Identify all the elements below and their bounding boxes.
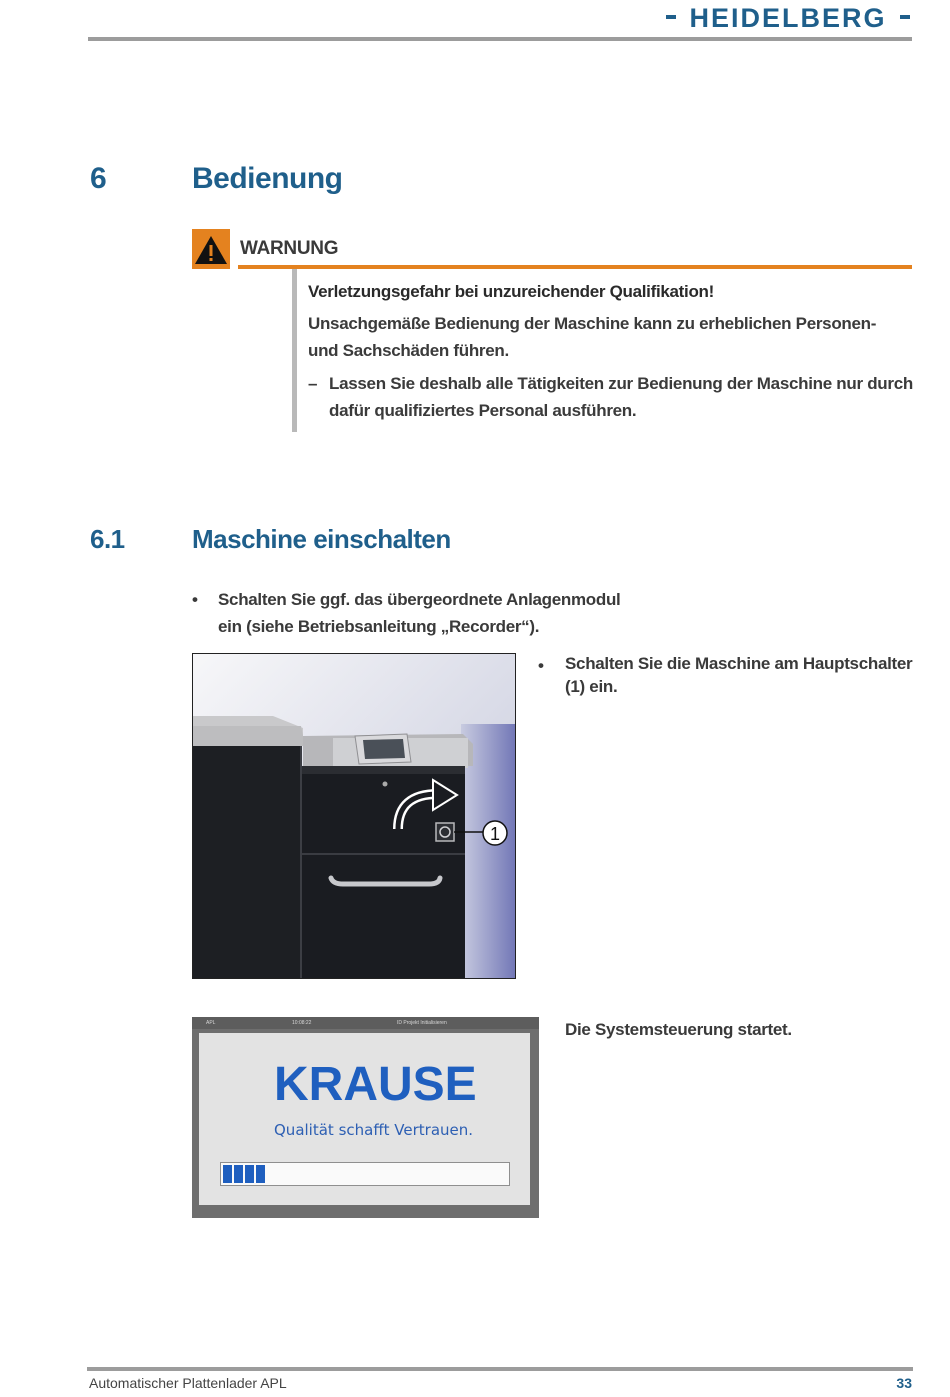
topbar-status: ID Projekt Initialisieren [397, 1020, 447, 1026]
warning-action-dash: – [308, 374, 318, 393]
heidelberg-logo [664, 2, 912, 32]
result-text: Die Systemsteuerung startet. [565, 1020, 792, 1039]
subsection-number: 6.1 [90, 524, 125, 554]
warning-rule [238, 265, 912, 269]
startup-screen [192, 1017, 539, 1218]
warning-action-text: Lassen Sie deshalb alle Tätigkeiten zur Bedienung der Maschine nur durch dafür qualifiziertes Personal ausführen. [329, 374, 913, 420]
section-title: Bedienung [192, 162, 343, 195]
progress-segment [223, 1165, 232, 1183]
warning-label: WARNUNG [240, 238, 339, 259]
topbar-time: 10:08:22 [292, 1020, 312, 1026]
section-number: 6 [90, 162, 107, 195]
warning-hazard-text: Verletzungsgefahr bei unzureichender Qualifikation! [308, 282, 714, 301]
bullet-dot: • [192, 590, 198, 609]
subsection-title: Maschine einschalten [192, 524, 451, 554]
step-1-text: Schalten Sie ggf. das übergeordnete Anlagenmodul ein (siehe Betriebsanleitung „Recorder“). [218, 590, 621, 636]
progress-segment [245, 1165, 254, 1183]
progress-fill [223, 1165, 268, 1183]
screen-topbar [192, 1017, 539, 1029]
krause-tagline: Qualität schafft Vertrauen. [274, 1121, 474, 1139]
krause-logo: KRAUSE [274, 1058, 477, 1111]
topbar-left-text: APL [206, 1020, 216, 1026]
screen-content [199, 1033, 530, 1205]
warning-triangle-icon [192, 229, 230, 269]
bullet-dot: • [538, 656, 544, 675]
step-2-text: Schalten Sie die Maschine am Hauptschalter (1) ein. [565, 654, 913, 696]
progress-segment [234, 1165, 243, 1183]
footer-rule [87, 1367, 913, 1371]
svg-text:HEIDELBERG: HEIDELBERG [689, 3, 887, 32]
progress-segment [256, 1165, 265, 1183]
warning-side-bar [292, 269, 297, 432]
page-number: 33 [896, 1375, 912, 1391]
header-rule [88, 37, 912, 41]
callout-1-label: 1 [489, 824, 501, 844]
footer-document-title: Automatischer Plattenlader APL [89, 1375, 287, 1391]
progress-bar [220, 1162, 510, 1186]
machine-photo [192, 653, 516, 979]
warning-consequence-text: Unsachgemäße Bedienung der Maschine kann zu erheblichen Personen- und Sachschäden führen. [308, 314, 877, 360]
